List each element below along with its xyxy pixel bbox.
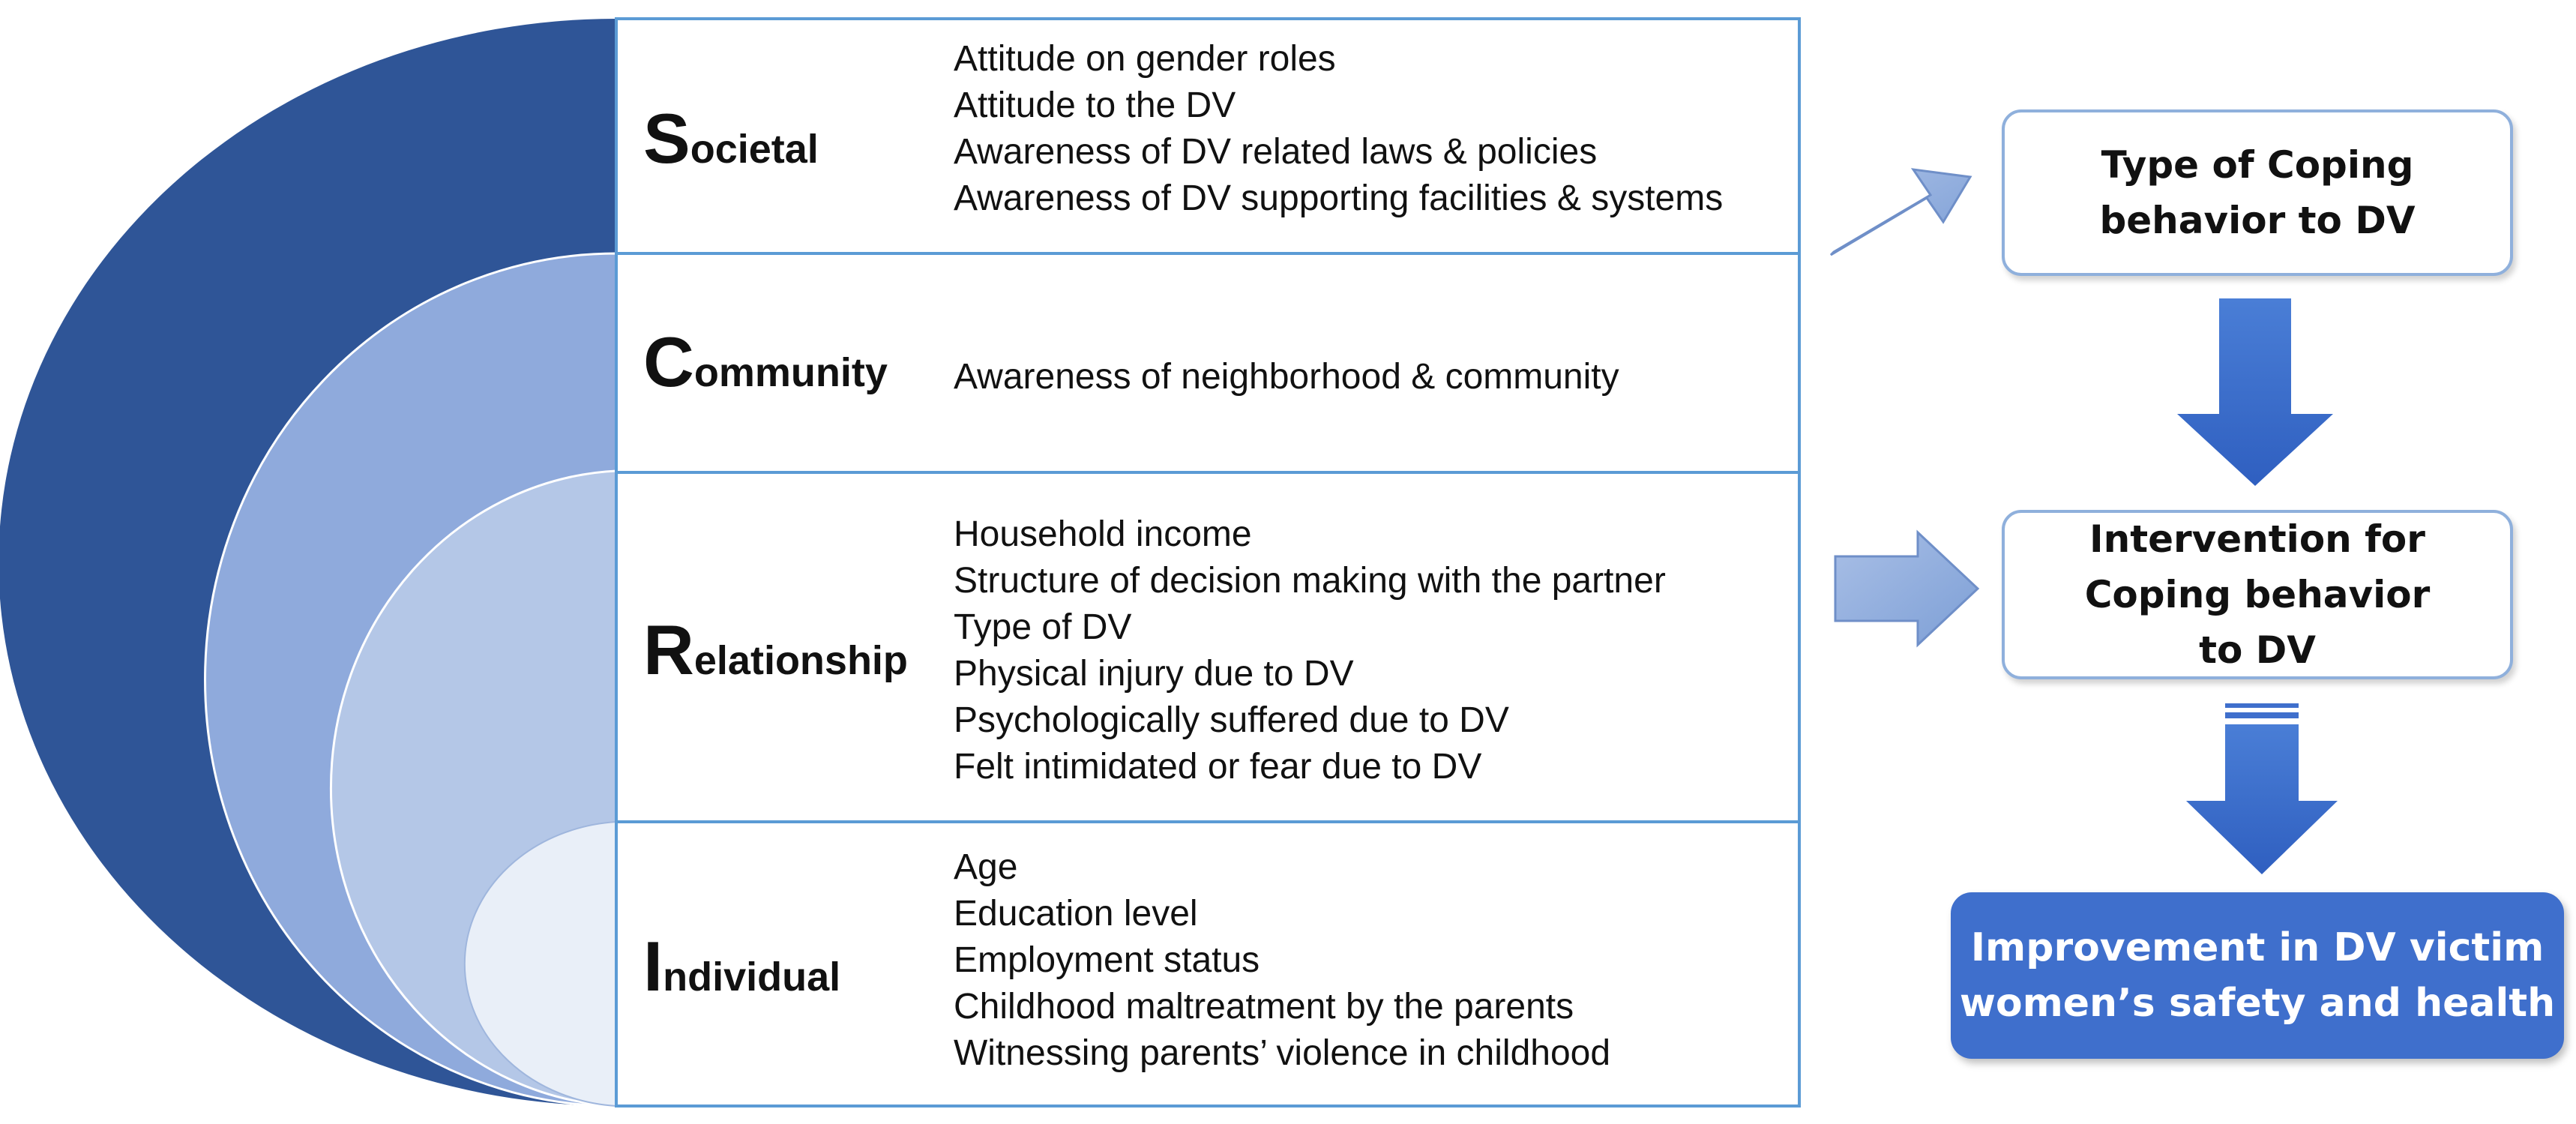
factor-item: Attitude to the DV [954,85,1236,125]
improvement-text: Improvement in DV victim women’s safety and health [1959,925,2556,1026]
factor-list-individual [954,844,1610,1077]
arrow-stripe [2225,703,2299,708]
factor-item: Age [954,847,1018,887]
improvement-box [1951,892,2564,1059]
factor-list-societal [954,36,1723,222]
factor-item: Awareness of DV supporting facilities & systems [954,178,1724,218]
level-initial: I [643,927,663,1006]
factor-item: Attitude on gender roles [954,39,1336,79]
factor-list-community [954,354,1619,400]
level-name: elationship [693,638,908,683]
intervention-text: Intervention for Coping behavior to DV [2084,517,2431,672]
factor-list-relationship [954,511,1666,790]
factor-item: Physical injury due to DV [954,654,1354,694]
intervention-box [2002,510,2513,679]
level-label-relationship [643,610,908,689]
right-arrow-to-intervention [1835,532,1978,645]
level-initial: R [643,610,694,689]
factor-item: Psychologically suffered due to DV [954,700,1509,740]
level-label-societal [643,99,819,178]
diagonal-arrow-to-coping [1831,169,1970,255]
factor-item: Awareness of neighborhood & community [954,357,1619,397]
level-initial: S [643,99,690,178]
factor-item: Employment status [954,940,1260,980]
factor-item: Type of DV [954,607,1132,647]
factor-item: Education level [954,894,1198,934]
factor-item: Structure of decision making with the partner [954,561,1666,601]
level-name: ndividual [663,955,841,1000]
coping-type-text: Type of Coping behavior to DV [2099,143,2416,242]
factor-item: Felt intimidated or fear due to DV [954,747,1482,787]
arrow-stripe [2225,712,2299,718]
level-label-community [643,322,888,401]
level-initial: C [643,322,694,401]
level-name: ocietal [690,127,819,172]
factor-item: Household income [954,514,1252,554]
down-arrow-to-improvement [2186,724,2338,874]
factor-item: Childhood maltreatment by the parents [954,987,1574,1027]
coping-type-box [2002,109,2513,276]
down-arrow-to-intervention [2177,298,2333,486]
factor-item: Witnessing parents’ violence in childhood [954,1033,1611,1073]
factor-item: Awareness of DV related laws & policies [954,132,1598,172]
level-label-individual [643,927,841,1006]
level-name: ommunity [693,350,888,395]
